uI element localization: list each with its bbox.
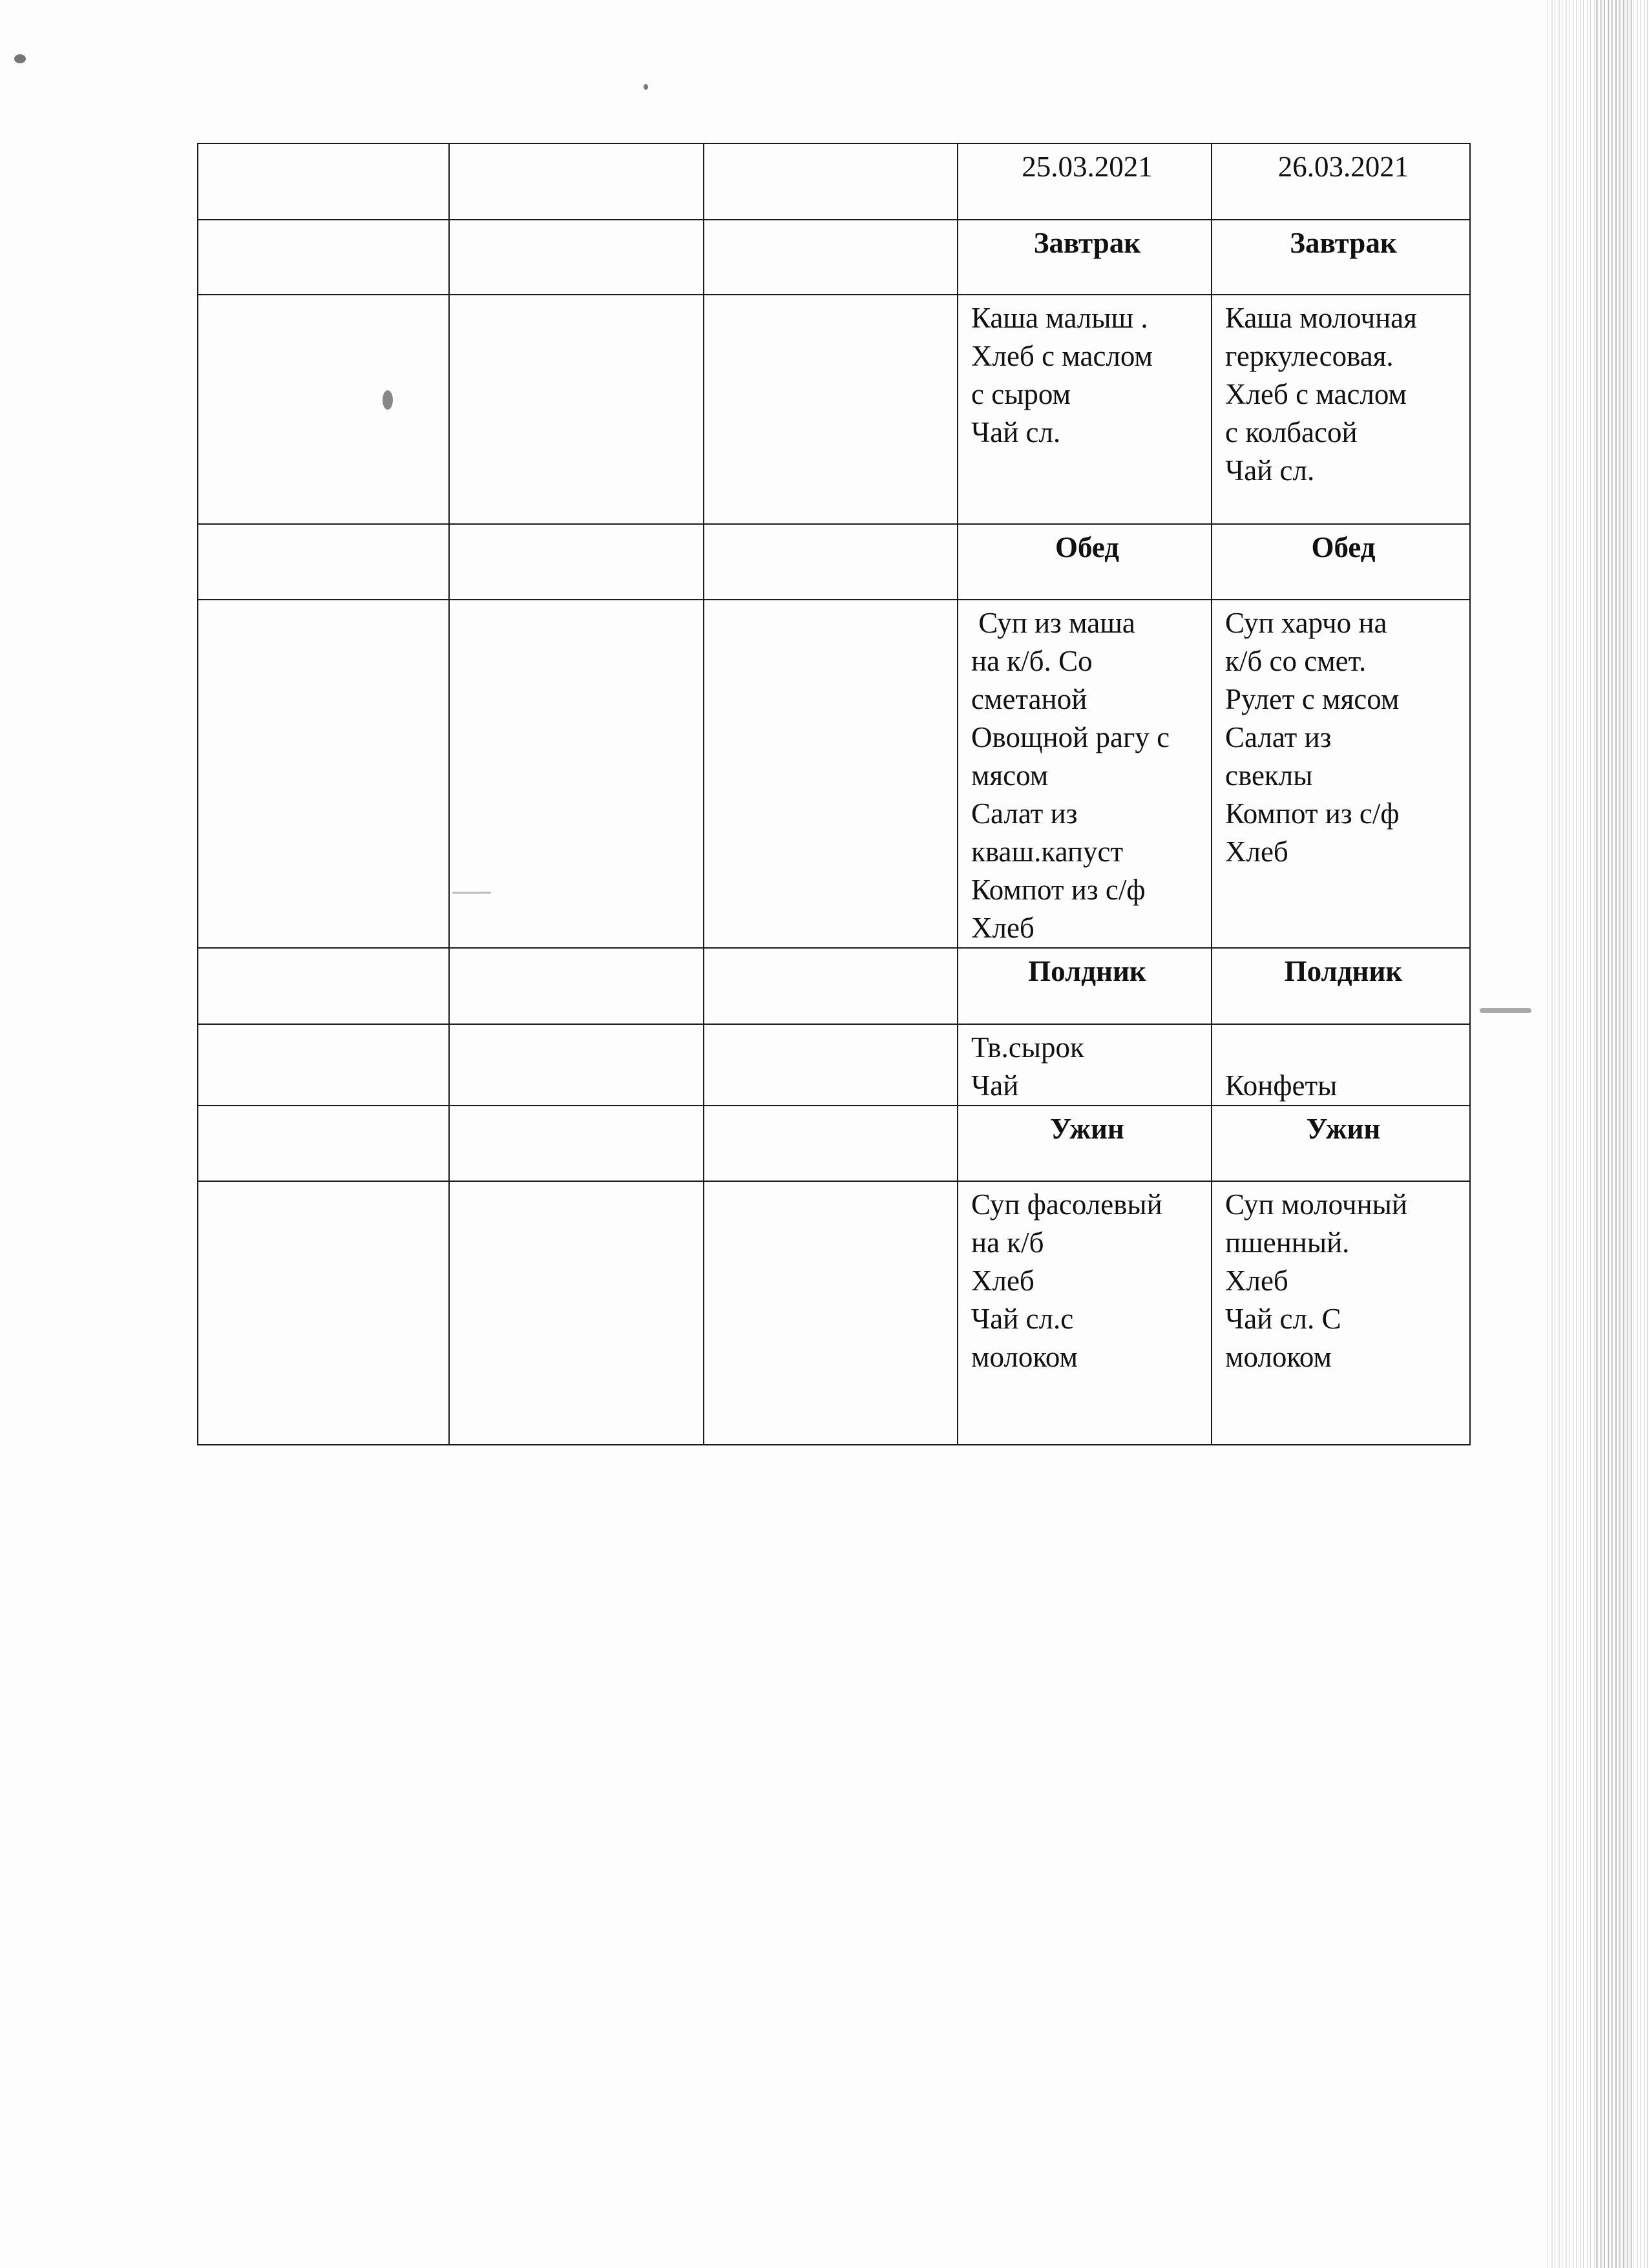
menu-item: Каша малыш . (971, 302, 1148, 334)
empty-cell (704, 600, 958, 948)
menu-item (1225, 1029, 1462, 1067)
meal-items-row (198, 1024, 1470, 1106)
menu-table (197, 143, 1471, 1445)
menu-items-cell (1212, 295, 1470, 524)
menu-item: Хлеб с маслом (1225, 378, 1407, 410)
menu-item: Компот из с/ф (1225, 797, 1400, 830)
empty-cell (449, 524, 704, 600)
menu-item: Хлеб (1225, 1265, 1288, 1297)
meal-header-row (198, 1106, 1470, 1181)
menu-item: Чай сл. С (1225, 1303, 1341, 1335)
menu-item: Чай сл. (1225, 454, 1315, 487)
menu-item: Компот из с/ф (971, 874, 1146, 906)
meal-name-cell: Ужин (958, 1106, 1212, 1181)
scan-speck (644, 84, 648, 90)
menu-item: Чай сл. (971, 416, 1061, 448)
menu-items-cell (958, 295, 1212, 524)
empty-cell (449, 295, 704, 524)
meal-items-row (198, 295, 1470, 524)
empty-cell (198, 1181, 449, 1445)
menu-item: Рулет с мясом (1225, 683, 1400, 715)
menu-item: Суп фасолевый (971, 1188, 1162, 1221)
date-cell: 26.03.2021 (1212, 143, 1470, 220)
empty-cell (198, 948, 449, 1024)
empty-cell (198, 600, 449, 948)
empty-cell (704, 1181, 958, 1445)
menu-item: Конфеты (1225, 1069, 1338, 1102)
meal-header-row (198, 948, 1470, 1024)
empty-cell (198, 1024, 449, 1106)
menu-items-cell (1212, 1181, 1470, 1445)
menu-item: с колбасой (1225, 416, 1358, 448)
meal-name-cell: Полдник (958, 948, 1212, 1024)
menu-item: молоком (971, 1341, 1078, 1373)
menu-item: Хлеб с маслом (971, 340, 1153, 372)
menu-item: Хлеб (1225, 835, 1288, 868)
empty-cell (449, 220, 704, 295)
menu-item: с сыром (971, 378, 1071, 410)
menu-item: Тв.сырок (971, 1031, 1084, 1064)
meal-name-cell: Обед (1212, 524, 1470, 600)
meal-name-cell: Полдник (1212, 948, 1470, 1024)
empty-cell (704, 1106, 958, 1181)
empty-cell (449, 1106, 704, 1181)
meal-items-row (198, 600, 1470, 948)
dates-row (198, 143, 1470, 220)
menu-item: Хлеб (971, 1265, 1035, 1297)
menu-item: молоком (1225, 1341, 1332, 1373)
scanner-edge-noise-dark (1596, 0, 1635, 2268)
menu-item: на к/б (971, 1226, 1044, 1259)
menu-item: Чай (971, 1069, 1019, 1102)
meal-header-row (198, 524, 1470, 600)
empty-cell (704, 948, 958, 1024)
empty-cell (198, 524, 449, 600)
empty-cell (449, 1024, 704, 1106)
menu-items-cell (1212, 1024, 1470, 1106)
menu-item: свеклы (1225, 759, 1313, 792)
meal-name-cell: Завтрак (1212, 220, 1470, 295)
menu-item: Салат из (1225, 721, 1332, 753)
menu-item: кваш.капуст (971, 835, 1124, 868)
menu-item: Хлеб (971, 912, 1035, 944)
empty-cell (704, 295, 958, 524)
empty-cell (198, 295, 449, 524)
meal-name-cell: Завтрак (958, 220, 1212, 295)
date-cell: 25.03.2021 (958, 143, 1212, 220)
scan-speck (14, 54, 26, 63)
empty-cell (704, 1024, 958, 1106)
empty-cell (198, 220, 449, 295)
menu-items-cell (958, 600, 1212, 948)
menu-items-cell (958, 1181, 1212, 1445)
empty-cell (198, 143, 449, 220)
empty-cell (704, 220, 958, 295)
empty-cell (198, 1106, 449, 1181)
menu-item: Каша молочная (1225, 302, 1417, 334)
empty-cell (449, 143, 704, 220)
menu-item: мясом (971, 759, 1049, 792)
menu-item: Суп харчо на (1225, 607, 1387, 639)
meal-name-cell: Обед (958, 524, 1212, 600)
menu-item: геркулесовая. (1225, 340, 1394, 372)
empty-cell (704, 143, 958, 220)
empty-cell (449, 948, 704, 1024)
menu-item: пшенный. (1225, 1226, 1350, 1259)
menu-item: Суп молочный (1225, 1188, 1407, 1221)
meal-header-row (198, 220, 1470, 295)
menu-item: Салат из (971, 797, 1078, 830)
empty-cell (449, 1181, 704, 1445)
scan-speck (1480, 1008, 1531, 1013)
menu-items-cell (958, 1024, 1212, 1106)
meal-items-row (198, 1181, 1470, 1445)
menu-item: на к/б. Со (971, 645, 1093, 677)
menu-item: к/б со смет. (1225, 645, 1367, 677)
empty-cell (704, 524, 958, 600)
meal-name-cell: Ужин (1212, 1106, 1470, 1181)
menu-item: Суп из маша (971, 607, 1135, 639)
menu-items-cell (1212, 600, 1470, 948)
empty-cell (449, 600, 704, 948)
menu-item: Овощной рагу с (971, 721, 1170, 753)
menu-item: Чай сл.с (971, 1303, 1074, 1335)
menu-item: сметаной (971, 683, 1087, 715)
